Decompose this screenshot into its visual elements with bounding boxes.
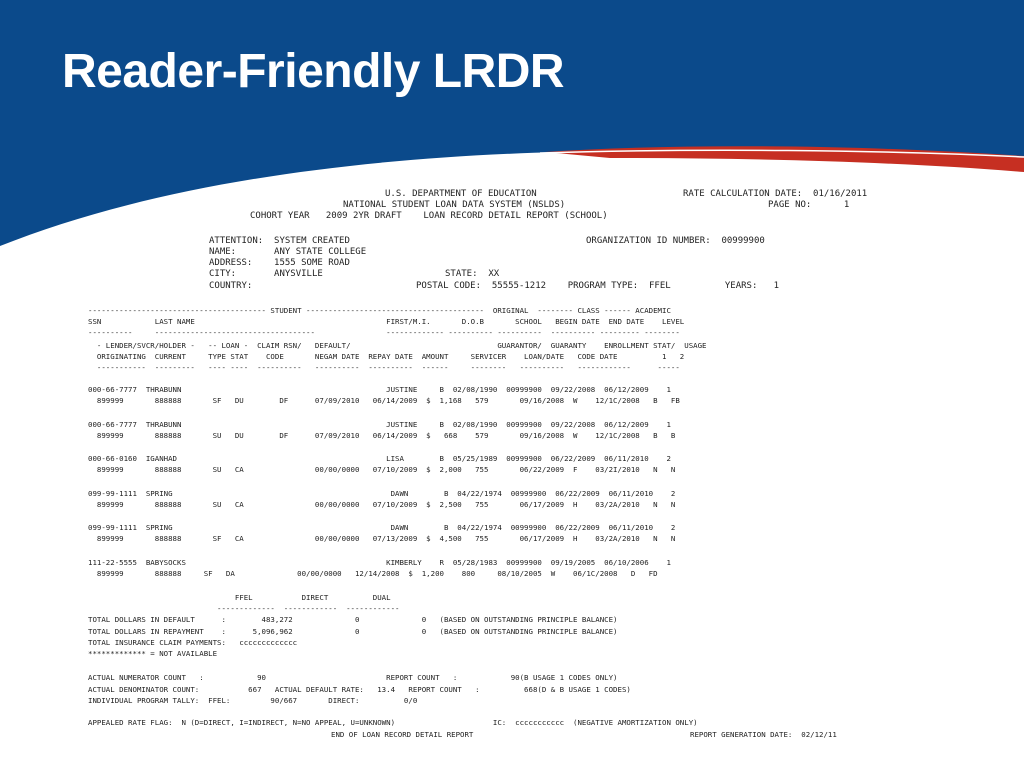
total-claims: TOTAL INSURANCE CLAIM PAYMENTS: ccccccccccccc (88, 638, 298, 647)
denominator-count: ACTUAL DENOMINATOR COUNT: 667 ACTUAL DEFAULT RATE: 13.4 REPORT COUNT : 668(D & B USAGE 1 CODES) (88, 685, 631, 694)
total-default: TOTAL DOLLARS IN DEFAULT : 483,272 0 0 (BASED ON OUTSTANDING PRINCIPLE BALANCE) (88, 615, 618, 624)
record-line: 000-66-0160 IGANHAD LISA B 05/25/1989 00999900 06/22/2009 06/11/2010 2 (88, 454, 671, 463)
report-calc-date: RATE CALCULATION DATE: 01/16/2011 (683, 189, 868, 199)
record-line: 000-66-7777 THRABUNN JUSTINE B 02/08/1990 00999900 09/22/2008 06/12/2009 1 (88, 420, 671, 429)
info-country: COUNTRY: (209, 281, 253, 291)
col-header-row1: ---------------------------------------- STUDENT ---------------------------------------- ORIGINAL -------- CLASS ------ ACADEMIC (88, 306, 671, 315)
end-of-report: END OF LOAN RECORD DETAIL REPORT (331, 730, 474, 739)
not-available-legend: ************* = NOT AVAILABLE (88, 649, 218, 658)
record-line: 099-99-1111 SPRING DAWN B 04/22/1974 00999900 06/22/2009 06/11/2010 2 (88, 523, 676, 532)
col-header-row6: ----------- --------- ---- ---- ---------- ---------- ---------- ------ -------- ---------- ------------ ----- (88, 363, 680, 372)
info-state: STATE: XX (445, 269, 500, 279)
numerator-count: ACTUAL NUMERATOR COUNT : 90 REPORT COUNT : 90(B USAGE 1 CODES ONLY) (88, 673, 618, 682)
info-city: CITY: ANYSVILLE (209, 269, 323, 279)
generation-date: REPORT GENERATION DATE: 02/12/11 (690, 730, 837, 739)
totals-rule: ------------- ------------ ------------ (88, 604, 400, 613)
col-header-row4: - LENDER/SVCR/HOLDER - -- LOAN - CLAIM RSN/ DEFAULT/ GUARANTOR/ GUARANTY ENROLLMENT STAT/ USAGE (88, 341, 707, 350)
totals-heads: FFEL DIRECT DUAL (88, 593, 391, 602)
info-postal-program: POSTAL CODE: 55555-1212 PROGRAM TYPE: FFEL YEARS: 1 (416, 281, 780, 291)
record-line: 111-22-5555 BABYSOCKS KIMBERLY R 05/28/1983 00999900 09/19/2005 06/10/2006 1 (88, 558, 671, 567)
report-dept: U.S. DEPARTMENT OF EDUCATION (385, 189, 537, 199)
slide-title: Reader-Friendly LRDR (62, 45, 565, 98)
col-header-row2: SSN LAST NAME FIRST/M.I. D.O.B SCHOOL BEGIN DATE END DATE LEVEL (88, 317, 685, 326)
record-line: 899999 888888 SU DU DF 07/09/2010 06/14/2009 $ 668 579 09/16/2008 W 12/1C/2008 B B (88, 431, 676, 440)
program-tally: INDIVIDUAL PROGRAM TALLY: FFEL: 90/667 DIRECT: 0/0 (88, 696, 418, 705)
record-line: 000-66-7777 THRABUNN JUSTINE B 02/08/1990 00999900 09/22/2008 06/12/2009 1 (88, 385, 671, 394)
report-cohort-line: COHORT YEAR 2009 2YR DRAFT LOAN RECORD DETAIL REPORT (SCHOOL) (250, 211, 608, 221)
record-line: 899999 888888 SF DU DF 07/09/2010 06/14/2009 $ 1,168 579 09/16/2008 W 12/1C/2008 B FB (88, 396, 680, 405)
col-header-row3: ---------- ------------------------------------ ------------- ---------- ---------- ---------- --------- -------- (88, 328, 680, 337)
info-attention: ATTENTION: SYSTEM CREATED (209, 236, 350, 246)
info-address: ADDRESS: 1555 SOME ROAD (209, 258, 350, 268)
report-system: NATIONAL STUDENT LOAN DATA SYSTEM (NSLDS) (343, 200, 566, 210)
record-line: 899999 888888 SU CA 00/00/0000 07/10/2009 $ 2,000 755 06/22/2009 F 03/2I/2010 N N (88, 465, 676, 474)
appeal-flag: APPEALED RATE FLAG: N (D=DIRECT, I=INDIRECT, N=NO APPEAL, U=UNKNOWN) IC: ccccccccccc (NEGATIVE AMORTIZATION ONLY) (88, 718, 698, 727)
info-name: NAME: ANY STATE COLLEGE (209, 247, 367, 257)
record-line: 899999 888888 SU CA 00/00/0000 07/10/2009 $ 2,500 755 06/17/2009 H 03/2A/2010 N N (88, 500, 676, 509)
record-line: 899999 888888 SF CA 00/00/0000 07/13/2009 $ 4,500 755 06/17/2009 H 03/2A/2010 N N (88, 534, 676, 543)
report-page-no: PAGE NO: 1 (768, 200, 850, 210)
total-repayment: TOTAL DOLLARS IN REPAYMENT : 5,096,962 0 0 (BASED ON OUTSTANDING PRINCIPLE BALANCE) (88, 627, 618, 636)
col-header-row5: ORIGINATING CURRENT TYPE STAT CODE NEGAM DATE REPAY DATE AMOUNT SERVICER LOAN/DATE CODE DATE 1 2 (88, 352, 685, 361)
record-line: 099-99-1111 SPRING DAWN B 04/22/1974 00999900 06/22/2009 06/11/2010 2 (88, 489, 676, 498)
info-org-id: ORGANIZATION ID NUMBER: 00999900 (586, 236, 765, 246)
record-line: 899999 888888 SF DA 00/00/0000 12/14/2008 $ 1,200 800 08/10/2005 W 06/1C/2008 D FD (88, 569, 658, 578)
